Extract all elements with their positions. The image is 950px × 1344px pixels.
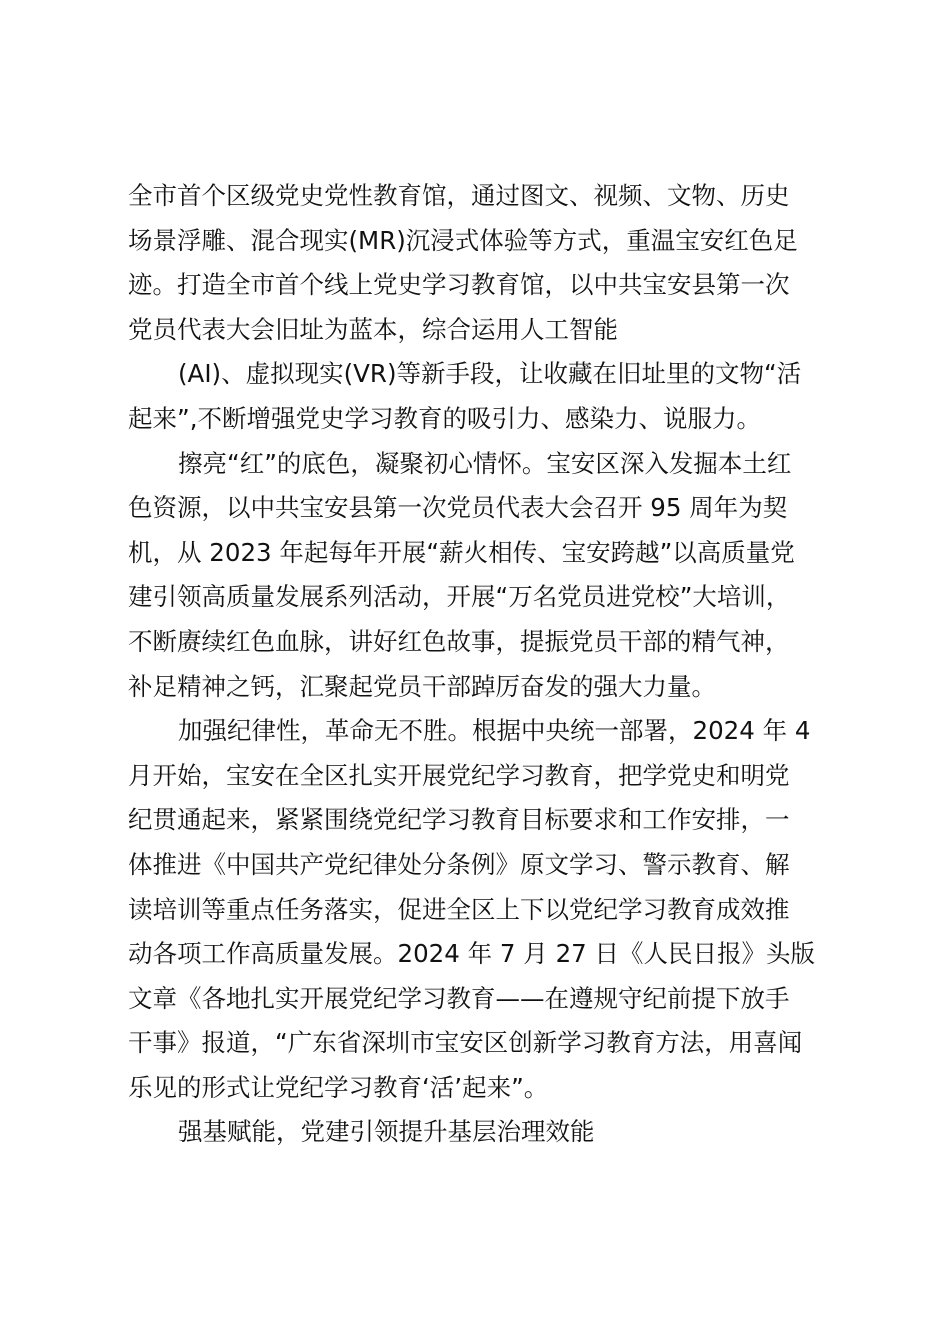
text-line: 读培训等重点任务落实，促进全区上下以党纪学习教育成效推 (128, 894, 790, 924)
text-line: 党员代表大会旧址为蓝本，综合运用人工智能 (128, 314, 618, 344)
text-line: 动各项工作高质量发展。2024 年 7 月 27 日《人民日报》头版 (128, 939, 816, 969)
text-line: 纪贯通起来，紧紧围绕党纪学习教育目标要求和工作安排，一 (128, 805, 790, 835)
text-line: 补足精神之钙，汇聚起党员干部踔厉奋发的强大力量。 (128, 671, 716, 701)
section-heading-line: 强基赋能，党建引领提升基层治理效能 (178, 1117, 595, 1147)
text-line: 色资源，以中共宝安县第一次党员代表大会召开 95 周年为契 (128, 493, 788, 523)
paragraph-heading-line: 擦亮“红”的底色，凝聚初心情怀。宝安区深入发掘本土红 (178, 448, 792, 478)
text-line: 场景浮雕、混合现实(MR)沉浸式体验等方式，重温宝安红色足 (128, 225, 798, 255)
text-line: 不断赓续红色血脉，讲好红色故事，提振党员干部的精气神， (128, 626, 790, 656)
body-text (128, 174, 828, 1155)
text-line: 干事》报道，“广东省深圳市宝安区创新学习教育方法，用喜闻 (128, 1028, 803, 1058)
text-line: 机，从 2023 年起每年开展“薪火相传、宝安跨越”以高质量党 (128, 537, 795, 567)
text-line: 体推进《中国共产党纪律处分条例》原文学习、警示教育、解 (128, 849, 790, 879)
text-line: 乐见的形式让党纪学习教育‘活’起来”。 (128, 1072, 549, 1102)
text-line: 起来”,不断增强党史学习教育的吸引力、感染力、说服力。 (128, 403, 761, 433)
text-line: (AI)、虚拟现实(VR)等新手段，让收藏在旧址里的文物“活 (178, 359, 802, 389)
text-line: 全市首个区级党史党性教育馆，通过图文、视频、文物、历史 (128, 181, 790, 210)
paragraph-heading-line: 加强纪律性，革命无不胜。根据中央统一部署，2024 年 4 (178, 716, 811, 746)
text-line: 建引领高质量发展系列活动，开展“万名党员进党校”大培训， (128, 582, 791, 612)
text-line: 文章《各地扎实开展党纪学习教育——在遵规守纪前提下放手 (128, 983, 790, 1013)
text-line: 月开始，宝安在全区扎实开展党纪学习教育，把学党史和明党 (128, 760, 790, 790)
text-line: 迹。打造全市首个线上党史学习教育馆，以中共宝安县第一次 (128, 270, 790, 300)
